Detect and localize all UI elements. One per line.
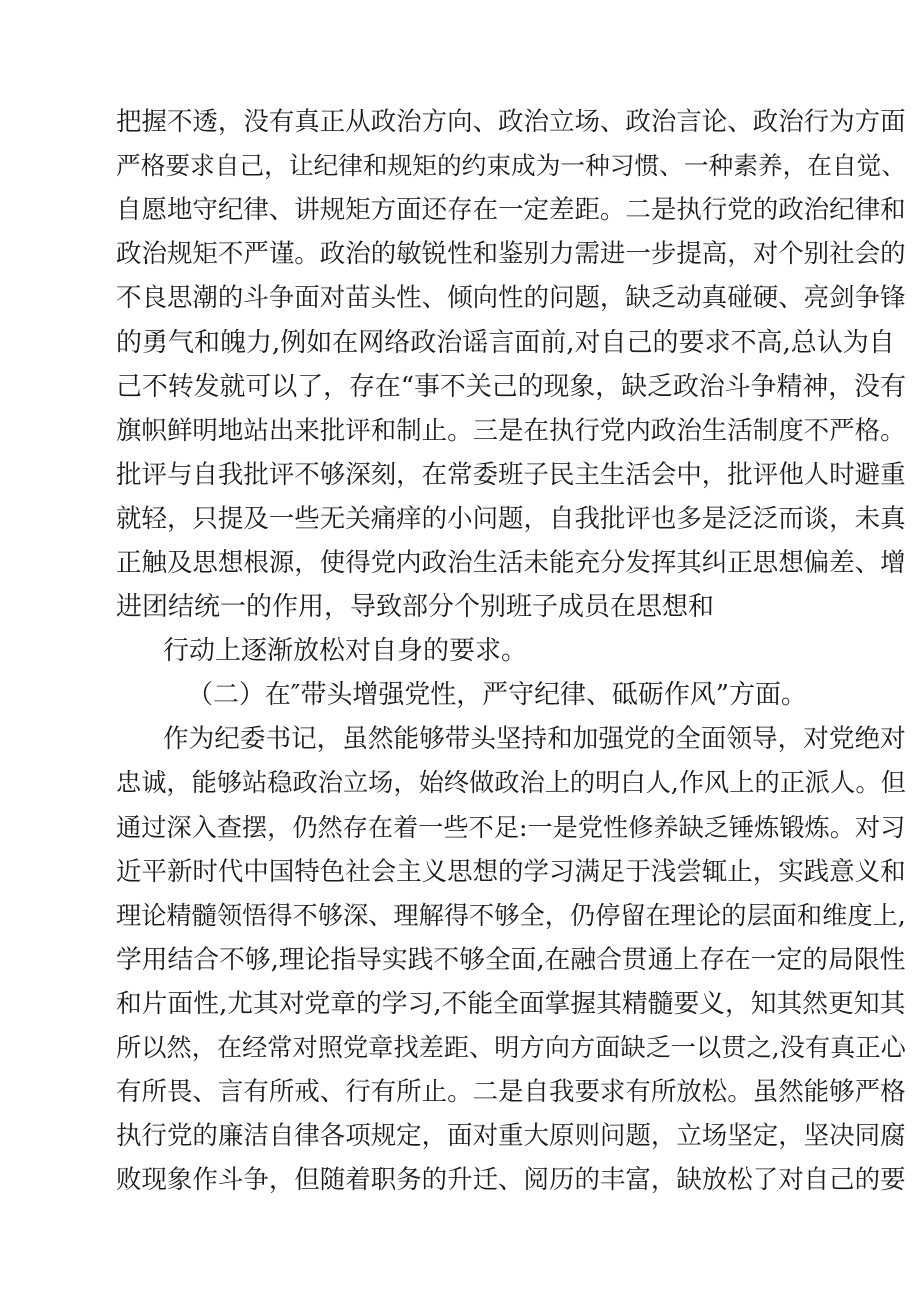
text-line: 不良思潮的斗争面对苗头性、倾向性的问题，缺乏动真碰硬、亮剑争锋: [116, 283, 906, 313]
text-line: 自愿地守纪律、讲规矩方面还存在一定差距。二是执行党的政治纪律和: [116, 195, 906, 225]
text-line: 近平新时代中国特色社会主义思想的学习满足于浅尝辄止，实践意义和: [116, 857, 906, 887]
text-line: 的勇气和魄力,例如在网络政治谣言面前,对自己的要求不高,总认为自: [116, 328, 895, 358]
text-line: 进团结统一的作用，导致部分个别班子成员在思想和: [116, 592, 715, 622]
paragraph-first-line: 作为纪委书记，虽然能够带头坚持和加强党的全面领导，对党绝对: [163, 724, 906, 754]
text-line: 执行党的廉洁自律各项规定，面对重大原则问题，立场坚定，坚决同腐: [116, 1121, 906, 1151]
text-line: 正触及思想根源，使得党内政治生活未能充分发挥其纠正思想偏差、增: [116, 548, 906, 578]
text-line: 旗帜鲜明地站出来批评和制止。三是在执行党内政治生活制度不严格。: [116, 416, 906, 446]
text-line: 就轻，只提及一些无关痛痒的小问题，自我批评也多是泛泛而谈，未真: [116, 504, 906, 534]
text-line: 己不转发就可以了，存在“事不关己的现象，缺乏政治斗争精神，没有: [116, 372, 906, 402]
text-line: 有所畏、言有所戒、行有所止。二是自我要求有所放松。虽然能够严格: [116, 1077, 906, 1107]
text-line: 通过深入查摆，仍然存在着一些不足:一是党性修养缺乏锤炼锻炼。对习: [116, 813, 906, 842]
section-heading: （二）在″带头增强党性，严守纪律、砥砺作风”方面。: [187, 680, 807, 710]
text-line: 批评与自我批评不够深刻，在常委班子民主生活会中，批评他人时避重: [116, 460, 906, 490]
text-line: 败现象作斗争，但随着职务的升迁、阅历的丰富，缺放松了对自己的要: [116, 1165, 906, 1195]
text-line: 理论精髓领悟得不够深、理解得不够全，仍停留在理论的层面和维度上,: [116, 901, 906, 930]
text-line: 所以然，在经常对照党章找差距、明方向方面缺乏一以贯之,没有真正心: [116, 1033, 906, 1062]
text-line: 政治规矩不严谨。政治的敏锐性和鉴别力需进一步提高，对个别社会的: [116, 239, 906, 269]
text-line-indented: 行动上逐渐放松对自身的要求。: [163, 636, 528, 666]
text-line: 和片面性,尤其对党章的学习,不能全面掌握其精髓要义，知其然更知其: [116, 989, 906, 1019]
text-line: 学用结合不够,理论指导实践不够全面,在融合贯通上存在一定的局限性: [116, 945, 906, 975]
text-line: 严格要求自己，让纪律和规矩的约束成为一种习惯、一种素养，在自觉、: [116, 151, 907, 180]
text-line: 把握不透，没有真正从政治方向、政治立场、政治言论、政治行为方面: [116, 107, 906, 137]
text-line: 忠诚，能够站稳政治立场，始终做政治上的明白人,作风上的正派人。但: [116, 768, 906, 797]
